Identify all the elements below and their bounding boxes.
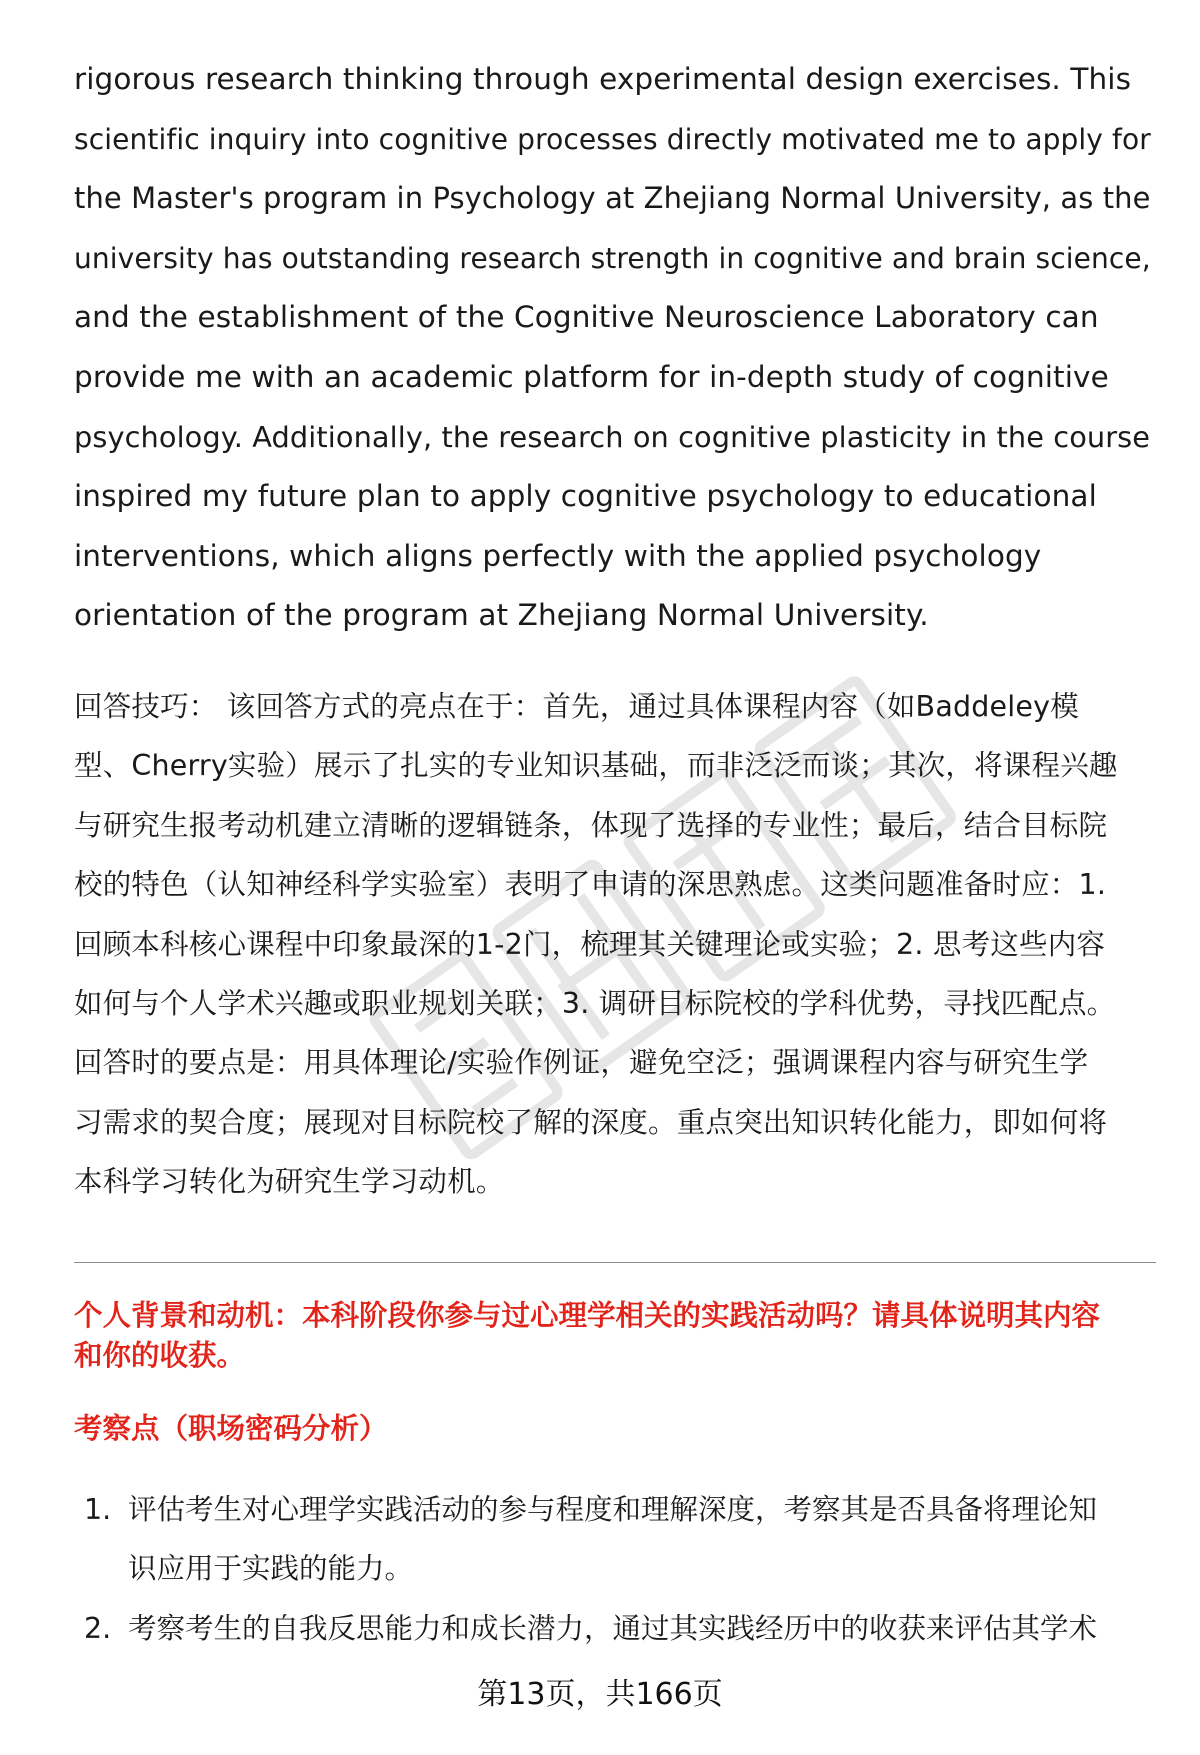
paragraph-line: the Master's program in Psychology at Zhejiang Normal University, as the <box>74 181 1151 216</box>
tips-line: 习需求的契合度；展现对目标院校了解的深度。重点突出知识转化能力，即如何将 <box>74 1105 1108 1139</box>
paragraph-line: provide me with an academic platform for in-depth study of cognitive <box>74 359 1109 394</box>
list-item-number: 1. <box>84 1493 112 1526</box>
tips-line: 回答技巧： 该回答方式的亮点在于：首先，通过具体课程内容（如Baddeley模 <box>74 690 1079 723</box>
paragraph-line: interventions, which aligns perfectly with the applied psychology <box>74 538 1042 573</box>
paragraph-line: orientation of the program at Zhejiang Normal University. <box>74 598 929 633</box>
tips-line: 回答时的要点是：用具体理论/实验作例证，避免空泛；强调课程内容与研究生学 <box>74 1046 1089 1080</box>
paragraph-line: inspired my future plan to apply cognitive psychology to educational <box>74 479 1097 514</box>
paragraph-line: university has outstanding research strength in cognitive and brain science, <box>74 241 1151 275</box>
examination-points-list <box>84 1480 1156 1658</box>
question-line: 和你的收获。 <box>74 1339 246 1372</box>
paragraph-line: rigorous research thinking through experimental design exercises. This <box>74 62 1132 96</box>
list-item <box>84 1480 1156 1599</box>
tips-line: 本科学习转化为研究生学习动机。 <box>74 1165 505 1199</box>
list-item-line: 评估考生对心理学实践活动的参与程度和理解深度，考察其是否具备将理论知 <box>128 1493 1098 1526</box>
question-line: 个人背景和动机：本科阶段你参与过心理学相关的实践活动吗？请具体说明其内容 <box>74 1299 1101 1332</box>
paragraph-line: psychology. Additionally, the research on cognitive plasticity in the course <box>74 419 1151 454</box>
tips-line: 校的特色（认知神经科学实验室）表明了申请的深思熟虑。这类问题准备时应：1. <box>74 868 1107 902</box>
answer-paragraph <box>74 50 1156 646</box>
list-item-line: 识应用于实践的能力。 <box>128 1552 414 1586</box>
question-heading <box>74 1296 1156 1376</box>
list-item-line: 考察考生的自我反思能力和成长潜力，通过其实践经历中的收获来评估其学术 <box>128 1611 1098 1645</box>
section-title: 考察点（职场密码分析） <box>74 1412 388 1445</box>
tips-line: 回顾本科核心课程中印象最深的1-2门，梳理其关键理论或实验；2. 思考这些内容 <box>74 927 1106 961</box>
list-item-number: 2. <box>84 1611 112 1645</box>
paragraph-line: scientific inquiry into cognitive processes directly motivated me to apply for <box>74 122 1151 156</box>
section-divider <box>74 1262 1156 1263</box>
tips-line: 型、Cherry实验）展示了扎实的专业知识基础，而非泛泛而谈；其次，将课程兴趣 <box>74 749 1118 783</box>
list-item <box>84 1599 1156 1658</box>
page-number-label: 第13页，共166页 <box>477 1677 723 1712</box>
tips-line: 如何与个人学术兴趣或职业规划关联；3. 调研目标院校的学科优势，寻找匹配点。 <box>74 987 1116 1021</box>
tips-line: 与研究生报考动机建立清晰的逻辑链条，体现了选择的专业性；最后，结合目标院 <box>74 808 1108 842</box>
answer-tips-paragraph <box>74 677 1156 1212</box>
paragraph-line: and the establishment of the Cognitive Neuroscience Laboratory can <box>74 300 1099 335</box>
